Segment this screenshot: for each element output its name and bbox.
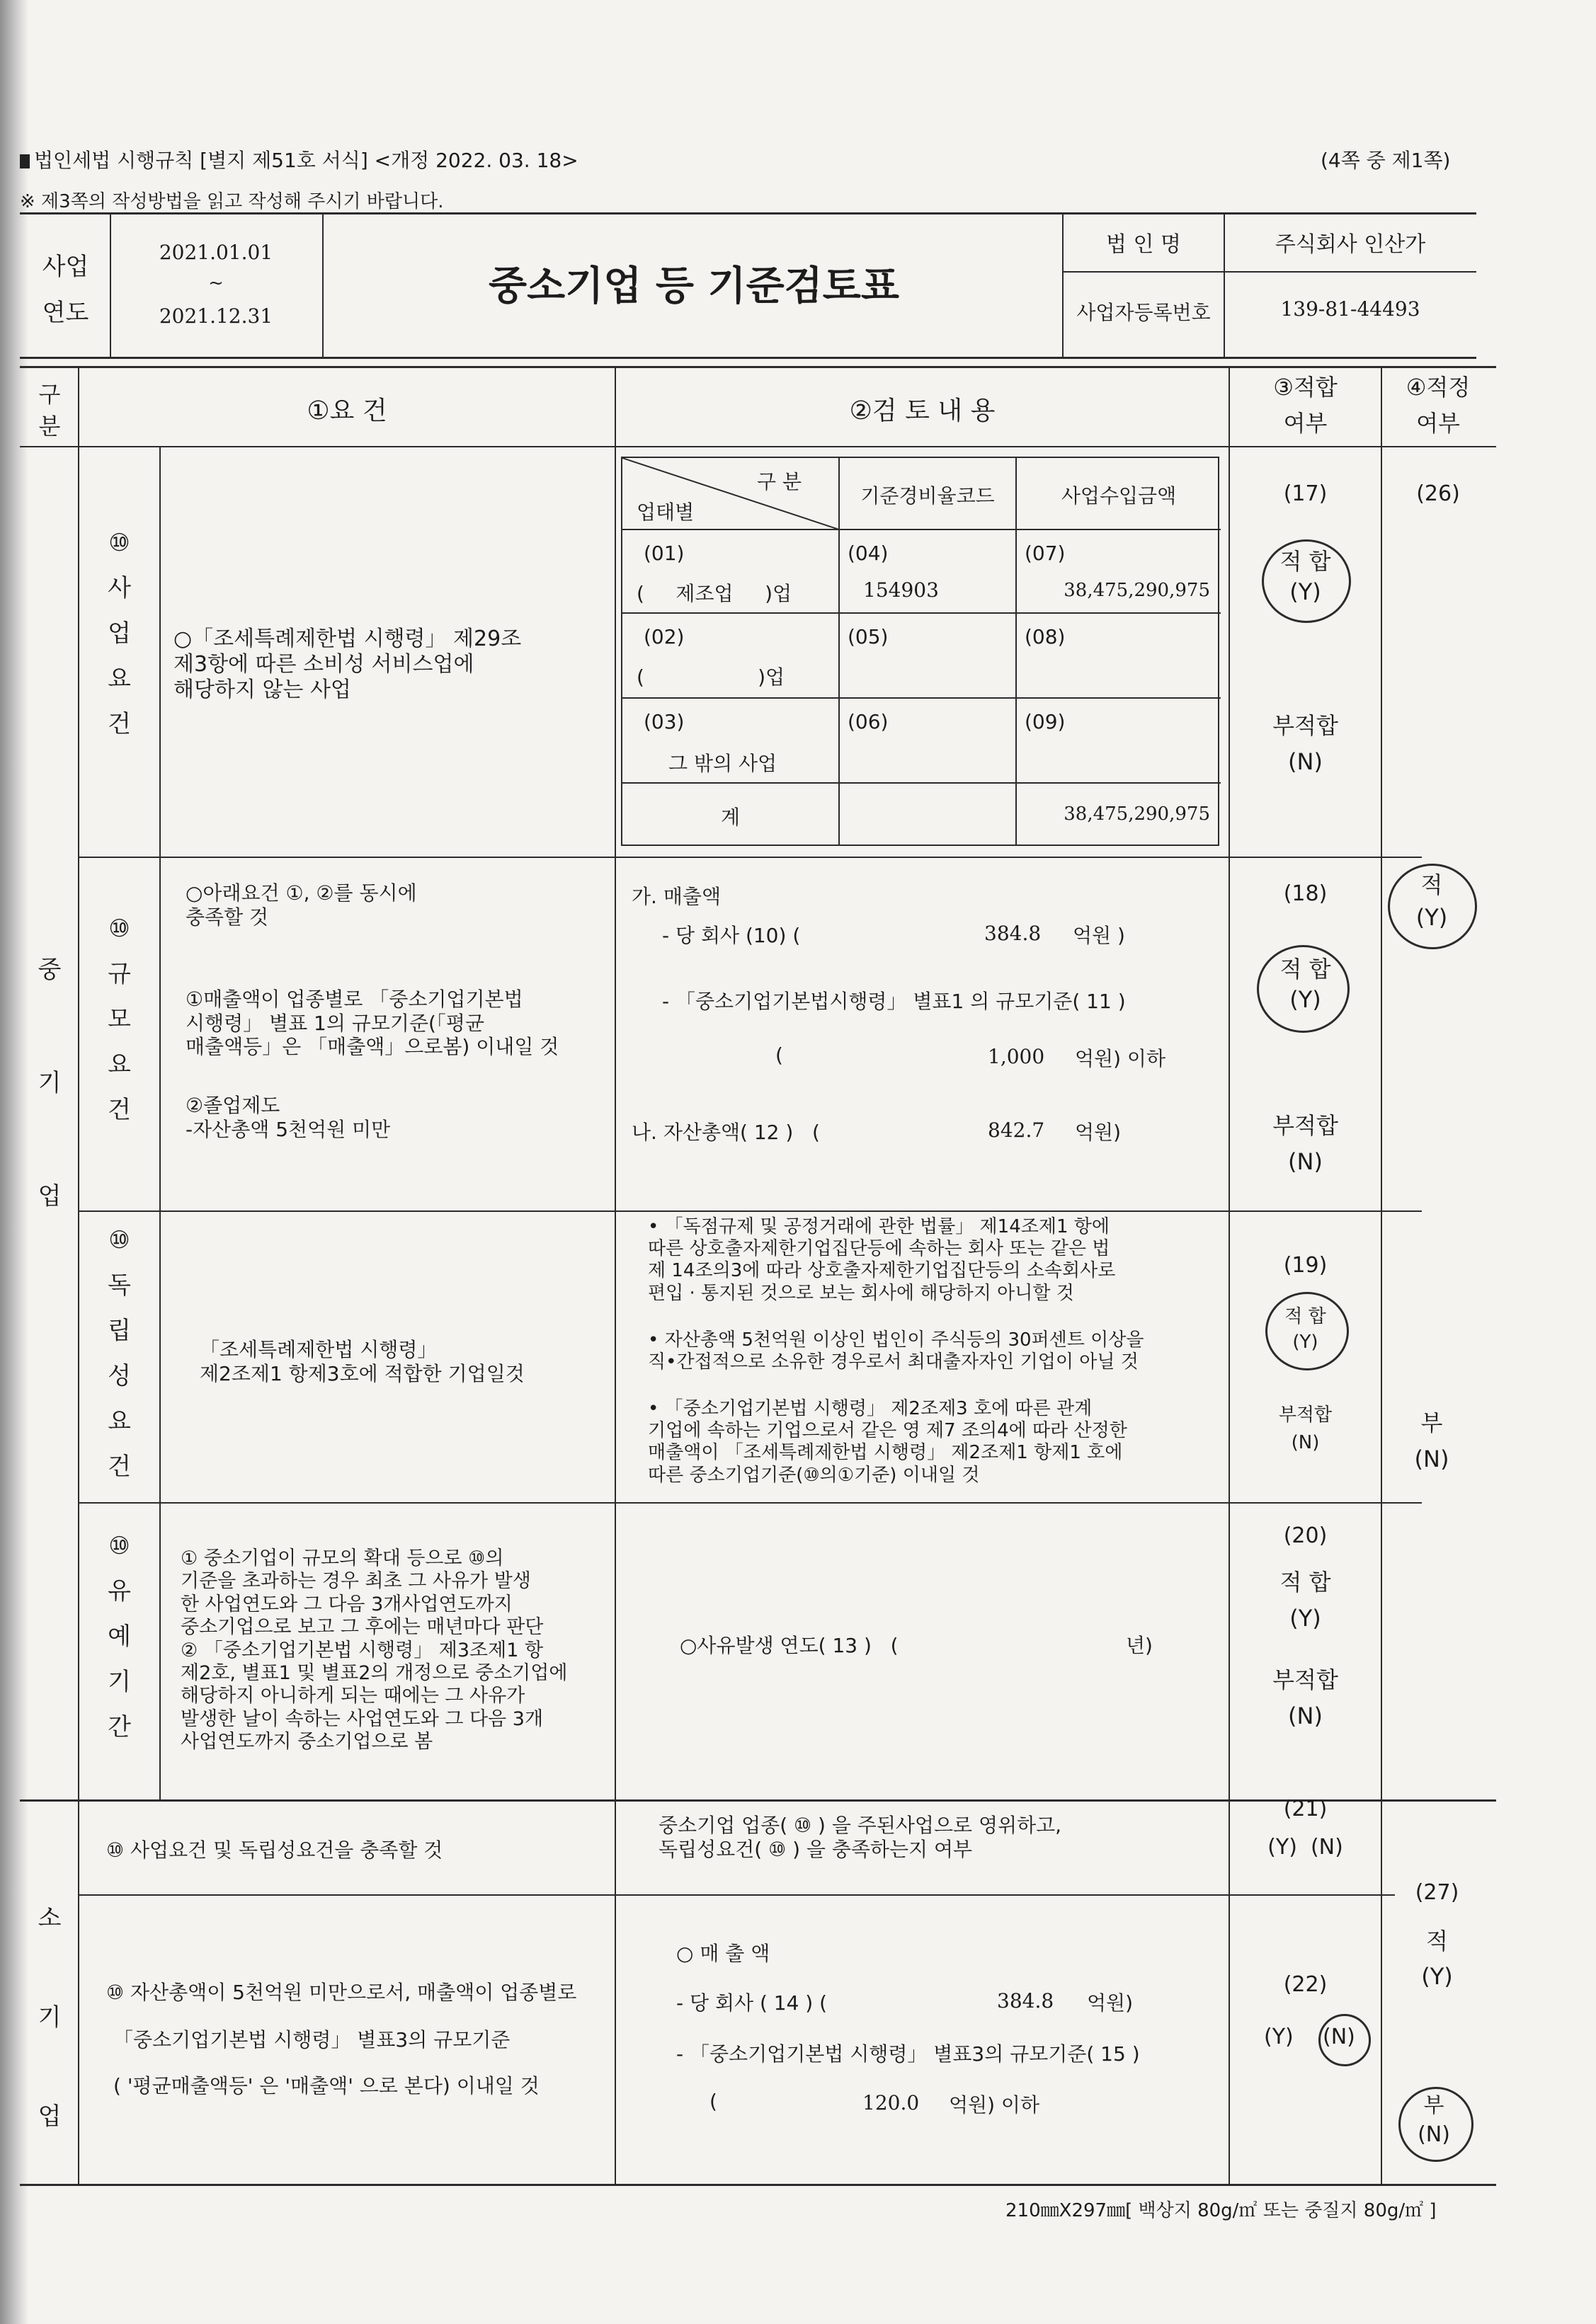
column-header-fit3: ③적합 여부 — [1273, 374, 1338, 437]
row103-condition-1: • 「독점규제 및 공정거래에 관한 법률」 제14조제1 항에 따른 상호출자제한기업집단등에 속하는 회사 또는 같은 법 제 14조의3에 따라 상호출자제한기업집단등의 소속회사로 편입 · 통지된 것으로 보는 회사에 해당하지 아니할 것 — [648, 1216, 1116, 1304]
document-title: 중소기업 등 기준검토표 — [489, 263, 899, 309]
form-title — [20, 145, 578, 173]
column-header-category: 구 분 — [38, 381, 61, 440]
row102-review-assets-unit: 억원) — [1075, 1121, 1122, 1144]
row-code-value: 154903 — [863, 578, 939, 602]
row103-char: 건 — [108, 1453, 131, 1481]
row102-review-standard-open: ( — [775, 1043, 783, 1067]
form-title-text: 법인세법 시행규칙 [별지 제51호 서식] <개정 2022. 03. 18> — [34, 149, 578, 172]
row103-fit-yes: 적 합 (Y) — [1284, 1306, 1326, 1353]
corner-label-category: 구 분 — [757, 470, 802, 493]
row102-requirement-1: ①매출액이 업종별로 「중소기업기본법 시행령」 별표 1의 규모기준(「평균 매출액등」은 「매출액」으로봄) 이내일 것 — [186, 988, 559, 1059]
row104-char: 간 — [108, 1713, 131, 1741]
row-business-type: ( )업 — [637, 665, 785, 689]
row103-adequacy: 부 (N) — [1414, 1409, 1449, 1473]
row101-fit-no: 부적합 (N) — [1272, 712, 1338, 776]
row102-review-company-unit: 억원 ) — [1073, 924, 1125, 947]
row-code-no: (06) — [848, 710, 889, 733]
rule — [1062, 212, 1064, 357]
row102-fit-yes: 적 합 (Y) — [1279, 956, 1331, 1014]
row102-requirement-2: ②졸업제도 -자산총액 5천억원 미만 — [186, 1094, 391, 1141]
row105-review: 중소기업 업종( ⑩ ) 을 주된사업으로 영위하고, 독립성요건( ⑩ ) 을 충족하는지 여부 — [659, 1814, 1062, 1861]
row102-char: 요 — [108, 1051, 131, 1079]
row-code-no: (04) — [848, 542, 889, 565]
row102-number: ⑩ — [108, 915, 130, 943]
row104-fit-yes: 적 합 (Y) — [1279, 1569, 1331, 1632]
row106-review-head: ○ 매 출 액 — [676, 1942, 770, 1965]
row103-char: 요 — [108, 1407, 131, 1436]
total-label: 계 — [720, 806, 741, 829]
row104-char: 유 — [108, 1577, 131, 1605]
row103-fit-number: (19) — [1283, 1253, 1328, 1278]
row102-fit-no: 부적합 (N) — [1272, 1112, 1338, 1176]
row101-char: 사 — [108, 574, 131, 602]
row102-review-standard-value: 1,000 — [988, 1045, 1045, 1068]
row102-fit-number: (18) — [1283, 881, 1328, 906]
row101-adequacy-number: (26) — [1416, 481, 1460, 506]
row101-requirement: ○「조세특례제한법 시행령」 제29조 제3항에 따른 소비성 서비스업에 해당하지 않는 사업 — [173, 626, 522, 702]
row106-fit-y: (Y) — [1264, 2025, 1294, 2049]
row-code-no: (05) — [848, 625, 889, 648]
row106-review-company-value: 384.8 — [997, 1989, 1054, 2013]
business-year-end: 2021.12.31 — [159, 304, 273, 328]
rule — [20, 446, 1496, 447]
row106-adequacy-yes: 적 (Y) — [1421, 1928, 1453, 1990]
column-header-requirement: ①요 건 — [307, 396, 387, 425]
row103-char: 성 — [108, 1362, 131, 1390]
row104-title — [79, 1523, 159, 1750]
row-revenue-no: (08) — [1025, 625, 1066, 648]
row102-title — [79, 906, 159, 1133]
rule — [78, 1502, 1422, 1504]
column-expense-code: 기준경비율코드 — [860, 484, 995, 508]
row104-review: ○사유발생 연도( 13 ) ( — [680, 1634, 899, 1657]
row101-char: 요 — [108, 665, 131, 693]
row102-adequacy: 적 (Y) — [1415, 871, 1448, 932]
column-header-fit4: ④적정 여부 — [1406, 374, 1471, 437]
page-indicator: (4쪽 중 제1쪽) — [1321, 149, 1451, 172]
rule — [20, 2184, 1496, 2186]
group-label-medium-enterprise: 중 기 업 — [38, 956, 62, 1210]
row103-char: 독 — [108, 1271, 131, 1300]
business-registration-label: 사업자등록번호 — [1076, 301, 1211, 324]
row104-char: 기 — [108, 1668, 131, 1696]
rule — [20, 212, 1476, 214]
rule — [1224, 212, 1225, 357]
column-header-review: ②검 토 내 용 — [849, 396, 996, 425]
rule — [159, 446, 161, 1799]
row-revenue-no: (07) — [1025, 542, 1066, 565]
row-line-code: (01) — [644, 542, 685, 565]
row102-char: 건 — [108, 1096, 131, 1124]
row106-review-standard-unit: 억원) 이하 — [949, 2093, 1040, 2117]
row104-requirement: ① 중소기업이 규모의 확대 등으로 ⑩의 기준을 초과하는 경우 최초 그 사유가 발생 한 사업연도와 그 다음 3개사업연도까지 중소기업으로 보고 그 후에는 매년마다 판단 ② 「중소기업기본법 시행령」 제3조제1 항 제2호, 별표1 및 별표2의 개정으로 중소기업에 해당하지 아니하게 되는 때에는 그 사유가 발생한 날이 속하는 사업연도와 그 다음 3개 사업연도까지 중소기업으로 봄 — [181, 1547, 568, 1753]
total-value: 38,475,290,975 — [1064, 803, 1210, 825]
scan-edge-shadow — [0, 0, 28, 2324]
row106-adequacy-no: 부 (N) — [1418, 2093, 1450, 2147]
corner-label-business-type: 업태별 — [637, 500, 695, 524]
row106-review-company-unit: 억원) — [1087, 1991, 1134, 2015]
rule — [20, 366, 1496, 368]
row103-condition-3: • 「중소기업기본법 시행령」 제2조제3 호에 따른 관계 기업에 속하는 기업으로서 같은 영 제7 조의4에 따라 산정한 매출액이 「조세특례제한법 시행령」 제2조제1 항제1 호에 따른 중소기업기준(⑩의①기준) 이내일 것 — [648, 1398, 1127, 1486]
row101-number: ⑩ — [108, 529, 130, 557]
row104-fit-no: 부적합 (N) — [1272, 1666, 1338, 1730]
row103-char: 립 — [108, 1317, 131, 1345]
row103-title — [79, 1218, 159, 1489]
row106-requirement-line3: ( '평균매출액등' 은 '매출액' 으로 본다) 이내일 것 — [113, 2074, 540, 2097]
rule — [20, 357, 1476, 359]
business-year-start: 2021.01.01 — [159, 241, 273, 264]
row102-review-assets: 나. 자산총액( 12 ) ( — [632, 1121, 820, 1144]
row106-adequacy-number: (27) — [1415, 1880, 1459, 1905]
rule — [78, 857, 1422, 858]
corporation-name: 주식회사 인산가 — [1275, 232, 1426, 257]
group-label-small-enterprise: 소 기 업 — [38, 1904, 62, 2131]
rule — [78, 1210, 1422, 1212]
rule — [78, 1894, 1395, 1896]
rule — [322, 212, 324, 357]
row-business-type: 그 밖의 사업 — [668, 752, 777, 775]
row102-review-company-value: 384.8 — [984, 922, 1042, 945]
row106-review-company: - 당 회사 ( 14 ) ( — [676, 1991, 828, 2015]
row102-review-company: - 당 회사 (10) ( — [662, 924, 801, 947]
row-business-type: ( 제조업 )업 — [637, 582, 792, 605]
row105-requirement: ⑩ 사업요건 및 독립성요건을 충족할 것 — [106, 1838, 443, 1862]
row101-title — [79, 520, 159, 747]
rule — [1381, 366, 1382, 2185]
row106-review-standard-value: 120.0 — [862, 2091, 920, 2114]
row105-fit-yn: (Y) (N) — [1267, 1835, 1343, 1860]
business-year-tilde: ~ — [208, 273, 224, 294]
row102-char: 규 — [108, 960, 131, 988]
row102-review-standard-unit: 억원) 이하 — [1075, 1047, 1166, 1070]
row104-fit-number: (20) — [1283, 1523, 1328, 1548]
row101-fit-yes: 적 합 (Y) — [1279, 548, 1331, 606]
row103-fit-no: 부적합 (N) — [1278, 1404, 1333, 1453]
row102-requirement-intro: ○아래요건 ①, ②를 동시에 충족할 것 — [186, 881, 417, 929]
row105-fit-number: (21) — [1283, 1797, 1328, 1821]
row106-fit-n: (N) — [1323, 2025, 1355, 2049]
business-registration-number: 139-81-44493 — [1280, 297, 1420, 321]
row104-review-unit: 년) — [1126, 1634, 1153, 1657]
row-line-code: (02) — [644, 625, 685, 648]
row102-review-a: 가. 매출액 — [632, 885, 721, 908]
rule — [1062, 271, 1476, 273]
paper-spec: 210㎜X297㎜[ 백상지 80g/㎡ 또는 중질지 80g/㎡ ] — [1005, 2200, 1437, 2221]
row104-number: ⑩ — [108, 1532, 130, 1560]
row106-review-standard: - 「중소기업기본법 시행령」 별표3의 규모기준( 15 ) — [676, 2042, 1140, 2066]
row106-review-standard-open: ( — [709, 2090, 717, 2113]
row-revenue-no: (09) — [1025, 710, 1066, 733]
row106-fit-number: (22) — [1283, 1972, 1328, 1997]
business-revenue-table — [621, 457, 1219, 846]
row104-char: 예 — [108, 1622, 131, 1651]
row-revenue-value: 38,475,290,975 — [1064, 580, 1210, 601]
row106-requirement-line1: ⑩ 자산총액이 5천억원 미만으로서, 매출액이 업종별로 — [106, 1981, 577, 2004]
row102-review-standard: - 「중소기업기본법시행령」 별표1 의 규모기준( 11 ) — [662, 990, 1126, 1013]
row101-char: 업 — [108, 619, 131, 648]
row101-fit-number: (17) — [1283, 481, 1328, 506]
row-line-code: (03) — [644, 710, 685, 733]
rule — [615, 366, 616, 2185]
square-bullet-icon — [20, 154, 30, 168]
row102-char: 모 — [108, 1005, 131, 1034]
business-year-label: 사업 연도 — [42, 253, 89, 327]
instruction-notice: ※ 제3쪽의 작성방법을 읽고 작성해 주시기 바랍니다. — [20, 191, 444, 212]
column-business-revenue: 사업수입금액 — [1061, 484, 1177, 508]
corporation-name-label: 법 인 명 — [1105, 232, 1181, 257]
row102-review-assets-value: 842.7 — [988, 1118, 1045, 1142]
row103-number: ⑩ — [108, 1226, 130, 1254]
row106-requirement-line2: 「중소기업기본법 시행령」 별표3의 규모기준 — [113, 2028, 511, 2051]
row103-condition-2: • 자산총액 5천억원 이상인 법인이 주식등의 30퍼센트 이상을 직•간접적으로 소유한 경우로서 최대출자자인 기업이 아닐 것 — [648, 1329, 1144, 1373]
row103-requirement: 「조세특례제한법 시행령」 제2조제1 항제3호에 적합한 기업일것 — [200, 1338, 525, 1385]
rule — [110, 212, 111, 357]
row101-char: 건 — [108, 710, 131, 738]
